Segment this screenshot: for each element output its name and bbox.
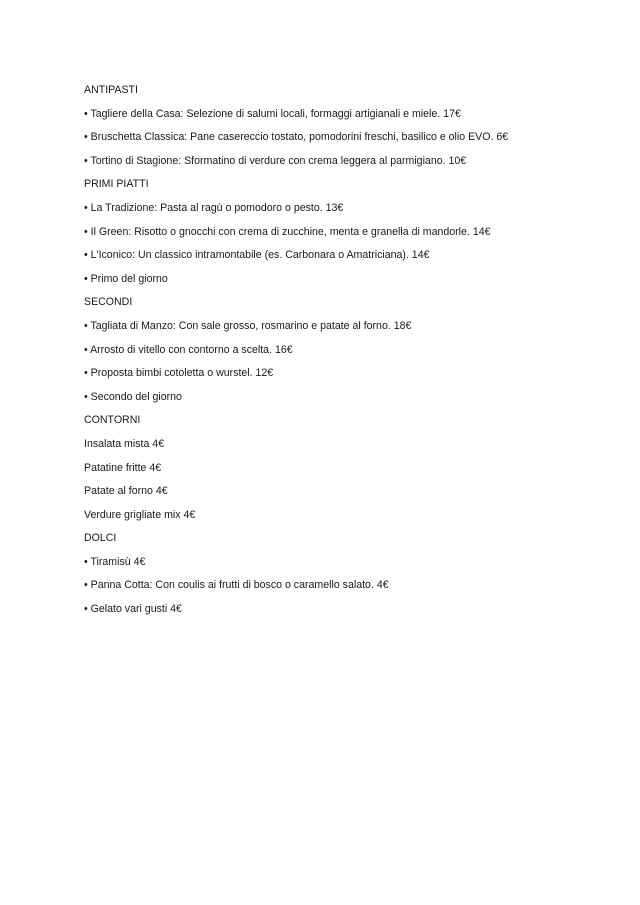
section-heading-primi: PRIMI PIATTI [84, 178, 149, 191]
menu-item: • Tagliata di Manzo: Con sale grosso, rosmarino e patate al forno. 18€ [84, 319, 412, 332]
section-heading-dolci: DOLCI [84, 532, 117, 545]
menu-item: • Bruschetta Classica: Pane casereccio tostato, pomodorini freschi, basilico e olio EVO. 6€ [84, 131, 509, 144]
menu-item: • Tortino di Stagione: Sformatino di verdure con crema leggera al parmigiano. 10€ [84, 154, 467, 167]
menu-item: • Primo del giorno [84, 272, 168, 285]
menu-item: Verdure grigliate mix 4€ [84, 508, 196, 521]
menu-item: • Tagliere della Casa: Selezione di salumi locali, formaggi artigianali e miele. 17€ [84, 107, 461, 120]
section-heading-secondi: SECONDI [84, 296, 133, 309]
menu-item: • La Tradizione: Pasta al ragù o pomodoro o pesto. 13€ [84, 201, 344, 214]
menu-item: Insalata mista 4€ [84, 437, 165, 450]
menu-document [84, 79, 604, 622]
menu-item: • Tiramisù 4€ [84, 555, 146, 568]
menu-item: • Panna Cotta: Con coulis ai frutti di bosco o caramello salato. 4€ [84, 579, 389, 592]
menu-item: • Gelato vari gusti 4€ [84, 603, 182, 616]
menu-item: • Secondo del giorno [84, 390, 182, 403]
menu-item: Patatine fritte 4€ [84, 461, 162, 474]
menu-item: • Il Green: Risotto o gnocchi con crema di zucchine, menta e granella di mandorle. 14€ [84, 225, 491, 238]
menu-item: Patate al forno 4€ [84, 485, 168, 498]
menu-item: • Arrosto di vitello con contorno a scelta. 16€ [84, 343, 293, 356]
section-heading-antipasti: ANTIPASTI [84, 84, 138, 96]
menu-item: • L'Iconico: Un classico intramontabile (es. Carbonara o Amatriciana). 14€ [84, 249, 430, 262]
section-heading-contorni: CONTORNI [84, 414, 141, 427]
menu-item: • Proposta bimbi cotoletta o wurstel. 12€ [84, 367, 274, 380]
